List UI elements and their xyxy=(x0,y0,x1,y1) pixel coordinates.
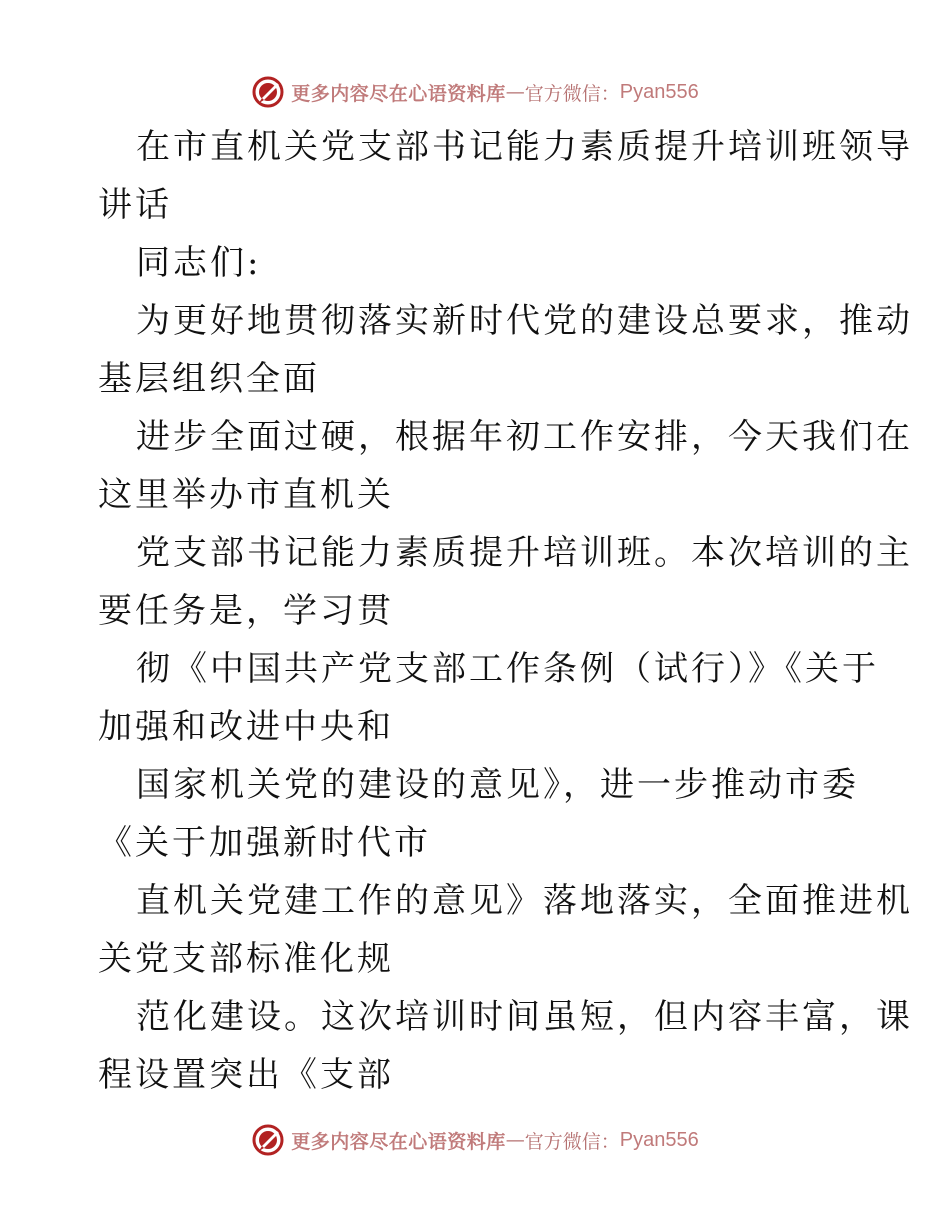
document-body xyxy=(98,118,913,1104)
footer-dash: — xyxy=(505,1129,525,1151)
paragraph-line: 《关于加强新时代市 xyxy=(98,823,431,863)
title-line-1: 在市直机关党支部书记能力素质提升培训班领导 xyxy=(136,127,913,167)
quill-seal-icon xyxy=(251,75,285,109)
footer-wechat-label: 官方微信： xyxy=(524,1130,620,1153)
salutation: 同志们: xyxy=(136,243,262,283)
footer-banner-text: 更多内容尽在心语资料库 xyxy=(291,1130,506,1153)
paragraph-line: 要任务是，学习贯 xyxy=(98,591,394,631)
header-wechat-id: Pyan556 xyxy=(619,80,699,103)
title-line-2: 讲话 xyxy=(98,185,172,225)
header-banner xyxy=(0,72,950,112)
paragraph-line: 基层组织全面 xyxy=(98,359,320,399)
paragraph-line: 为更好地贯彻落实新时代党的建设总要求，推动 xyxy=(136,301,913,341)
footer-wechat-id: Pyan556 xyxy=(619,1128,699,1151)
header-wechat-label: 官方微信： xyxy=(524,82,620,105)
paragraph-line: 进步全面过硬，根据年初工作安排，今天我们在 xyxy=(136,417,913,457)
paragraph-line: 程设置突出《支部 xyxy=(98,1055,394,1095)
paragraph-line: 范化建设。这次培训时间虽短，但内容丰富，课 xyxy=(136,997,913,1037)
paragraph-line: 关党支部标准化规 xyxy=(98,939,394,979)
paragraph-line: 国家机关党的建设的意见》，进一步推动市委 xyxy=(136,765,859,805)
paragraph-line: 党支部书记能力素质提升培训班。本次培训的主 xyxy=(136,533,913,573)
paragraph-line: 加强和改进中央和 xyxy=(98,707,394,747)
paragraph-line: 这里举办市直机关 xyxy=(98,475,394,515)
header-dash: — xyxy=(505,81,525,103)
quill-seal-icon xyxy=(251,1123,285,1157)
paragraph-line: 直机关党建工作的意见》落地落实，全面推进机 xyxy=(136,881,913,921)
header-banner-text: 更多内容尽在心语资料库 xyxy=(291,82,506,105)
paragraph-line: 彻《中国共产党支部工作条例（试行）》《关于 xyxy=(136,649,879,689)
footer-banner xyxy=(0,1120,950,1160)
